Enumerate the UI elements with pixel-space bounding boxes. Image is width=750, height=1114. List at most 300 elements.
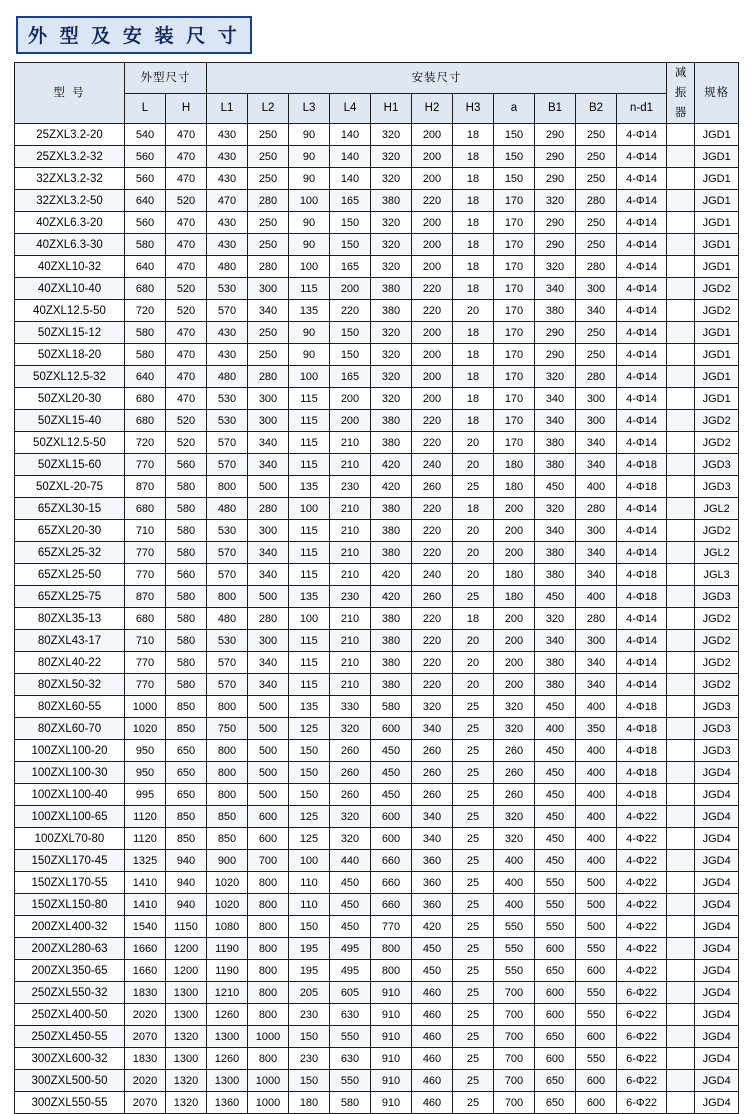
header-row-groups [15, 63, 739, 94]
cell-L1: 430 [207, 168, 248, 190]
cell-L4: 210 [330, 630, 371, 652]
cell-H2: 460 [412, 1070, 453, 1092]
cell-spec: JGL3 [695, 564, 739, 586]
cell-B1: 320 [535, 498, 576, 520]
cell-H3: 25 [453, 1048, 494, 1070]
cell-H: 580 [166, 652, 207, 674]
table-row [15, 432, 739, 454]
cell-L: 560 [125, 168, 166, 190]
cell-n-d1: 4-Φ14 [617, 388, 667, 410]
cell-a: 170 [494, 234, 535, 256]
cell-spec: JGD4 [695, 872, 739, 894]
cell-H2: 200 [412, 344, 453, 366]
table-row [15, 410, 739, 432]
cell-L: 950 [125, 740, 166, 762]
cell-H: 520 [166, 432, 207, 454]
cell-L1: 430 [207, 146, 248, 168]
cell-B2: 340 [576, 652, 617, 674]
cell-B2: 340 [576, 674, 617, 696]
table-row [15, 388, 739, 410]
cell-B2: 250 [576, 212, 617, 234]
cell-a: 170 [494, 344, 535, 366]
table-header [15, 63, 739, 124]
cell-L3: 125 [289, 806, 330, 828]
cell-H2: 420 [412, 916, 453, 938]
cell-B2: 250 [576, 322, 617, 344]
cell-damper [667, 124, 695, 146]
cell-spec: JGD2 [695, 608, 739, 630]
cell-L: 770 [125, 454, 166, 476]
cell-H3: 18 [453, 388, 494, 410]
cell-H1: 910 [371, 1004, 412, 1026]
cell-H2: 220 [412, 674, 453, 696]
cell-H2: 200 [412, 212, 453, 234]
cell-n-d1: 4-Φ22 [617, 850, 667, 872]
cell-L4: 140 [330, 168, 371, 190]
cell-L3: 115 [289, 388, 330, 410]
cell-L3: 90 [289, 234, 330, 256]
cell-B2: 280 [576, 256, 617, 278]
cell-L3: 115 [289, 674, 330, 696]
cell-damper [667, 1070, 695, 1092]
cell-a: 170 [494, 388, 535, 410]
cell-H1: 910 [371, 1092, 412, 1114]
cell-L1: 430 [207, 344, 248, 366]
cell-L: 720 [125, 300, 166, 322]
table-row [15, 630, 739, 652]
cell-n-d1: 4-Φ14 [617, 674, 667, 696]
cell-L2: 340 [248, 454, 289, 476]
cell-B1: 320 [535, 608, 576, 630]
cell-L3: 150 [289, 1070, 330, 1092]
cell-model: 32ZXL3.2-50 [15, 190, 125, 212]
cell-a: 550 [494, 938, 535, 960]
cell-L2: 340 [248, 674, 289, 696]
cell-L3: 115 [289, 278, 330, 300]
cell-n-d1: 4-Φ14 [617, 410, 667, 432]
cell-L2: 500 [248, 740, 289, 762]
cell-B2: 250 [576, 234, 617, 256]
cell-B1: 450 [535, 828, 576, 850]
cell-model: 25ZXL3.2-20 [15, 124, 125, 146]
cell-H3: 18 [453, 498, 494, 520]
cell-L3: 125 [289, 718, 330, 740]
cell-H3: 25 [453, 718, 494, 740]
cell-H1: 660 [371, 872, 412, 894]
cell-L3: 115 [289, 454, 330, 476]
cell-L2: 1000 [248, 1026, 289, 1048]
cell-n-d1: 4-Φ14 [617, 432, 667, 454]
cell-model: 50ZXL15-60 [15, 454, 125, 476]
cell-damper [667, 806, 695, 828]
cell-L1: 480 [207, 498, 248, 520]
cell-L4: 230 [330, 476, 371, 498]
cell-H: 520 [166, 410, 207, 432]
cell-L4: 150 [330, 322, 371, 344]
cell-spec: JGD2 [695, 278, 739, 300]
cell-L2: 250 [248, 212, 289, 234]
cell-H1: 600 [371, 828, 412, 850]
cell-a: 320 [494, 718, 535, 740]
table-row [15, 300, 739, 322]
cell-B1: 290 [535, 124, 576, 146]
cell-spec: JGD4 [695, 806, 739, 828]
cell-model: 250ZXL550-32 [15, 982, 125, 1004]
cell-B2: 550 [576, 938, 617, 960]
cell-damper [667, 894, 695, 916]
cell-spec: JGD4 [695, 938, 739, 960]
cell-B2: 400 [576, 784, 617, 806]
cell-H2: 220 [412, 190, 453, 212]
cell-L1: 570 [207, 652, 248, 674]
cell-L4: 450 [330, 894, 371, 916]
cell-damper [667, 454, 695, 476]
cell-H1: 450 [371, 740, 412, 762]
cell-L3: 135 [289, 586, 330, 608]
cell-damper [667, 498, 695, 520]
cell-L2: 300 [248, 278, 289, 300]
cell-L3: 125 [289, 828, 330, 850]
cell-H1: 380 [371, 652, 412, 674]
cell-n-d1: 4-Φ14 [617, 234, 667, 256]
cell-a: 320 [494, 806, 535, 828]
cell-model: 40ZXL10-40 [15, 278, 125, 300]
cell-L4: 605 [330, 982, 371, 1004]
cell-L1: 850 [207, 828, 248, 850]
cell-B2: 300 [576, 520, 617, 542]
page-title-bar [16, 16, 736, 54]
cell-H2: 460 [412, 1092, 453, 1114]
cell-L4: 210 [330, 498, 371, 520]
cell-n-d1: 4-Φ18 [617, 586, 667, 608]
cell-H2: 200 [412, 124, 453, 146]
cell-n-d1: 4-Φ18 [617, 762, 667, 784]
cell-L4: 210 [330, 652, 371, 674]
cell-H3: 25 [453, 960, 494, 982]
cell-H: 650 [166, 762, 207, 784]
header-col-B1: B1 [535, 93, 576, 124]
cell-L4: 150 [330, 344, 371, 366]
cell-damper [667, 828, 695, 850]
cell-L: 995 [125, 784, 166, 806]
cell-B2: 400 [576, 740, 617, 762]
cell-L4: 260 [330, 740, 371, 762]
cell-L2: 800 [248, 916, 289, 938]
cell-L4: 630 [330, 1048, 371, 1070]
cell-L3: 90 [289, 322, 330, 344]
cell-L2: 340 [248, 652, 289, 674]
cell-L: 680 [125, 498, 166, 520]
cell-B1: 320 [535, 190, 576, 212]
cell-damper [667, 762, 695, 784]
cell-model: 300ZXL550-55 [15, 1092, 125, 1114]
cell-model: 40ZXL12.5-50 [15, 300, 125, 322]
cell-model: 65ZXL25-50 [15, 564, 125, 586]
cell-L4: 320 [330, 806, 371, 828]
cell-B2: 280 [576, 190, 617, 212]
cell-spec: JGD2 [695, 410, 739, 432]
cell-H: 580 [166, 476, 207, 498]
cell-H1: 380 [371, 674, 412, 696]
cell-H: 850 [166, 828, 207, 850]
cell-H3: 18 [453, 344, 494, 366]
cell-L4: 550 [330, 1070, 371, 1092]
cell-H1: 320 [371, 168, 412, 190]
cell-H: 470 [166, 388, 207, 410]
cell-H3: 25 [453, 916, 494, 938]
cell-L2: 300 [248, 410, 289, 432]
cell-spec: JGD4 [695, 916, 739, 938]
cell-a: 700 [494, 1026, 535, 1048]
cell-model: 40ZXL10-32 [15, 256, 125, 278]
cell-L3: 100 [289, 498, 330, 520]
cell-H2: 220 [412, 300, 453, 322]
cell-L4: 165 [330, 190, 371, 212]
cell-L1: 1360 [207, 1092, 248, 1114]
cell-H3: 25 [453, 740, 494, 762]
cell-L4: 450 [330, 872, 371, 894]
cell-H2: 240 [412, 454, 453, 476]
cell-H2: 220 [412, 410, 453, 432]
cell-damper [667, 872, 695, 894]
cell-damper [667, 212, 695, 234]
cell-spec: JGD1 [695, 146, 739, 168]
cell-L2: 700 [248, 850, 289, 872]
cell-damper [667, 344, 695, 366]
cell-H: 1320 [166, 1092, 207, 1114]
header-damper-char-2: 振 [674, 87, 687, 99]
cell-L3: 110 [289, 894, 330, 916]
cell-model: 50ZXL12.5-50 [15, 432, 125, 454]
cell-B1: 450 [535, 762, 576, 784]
cell-H1: 320 [371, 388, 412, 410]
cell-H1: 770 [371, 916, 412, 938]
cell-L: 720 [125, 432, 166, 454]
cell-H3: 20 [453, 542, 494, 564]
cell-H1: 600 [371, 718, 412, 740]
cell-H: 520 [166, 300, 207, 322]
cell-B1: 380 [535, 454, 576, 476]
cell-L2: 800 [248, 1048, 289, 1070]
cell-H: 470 [166, 366, 207, 388]
cell-H: 470 [166, 212, 207, 234]
table-row [15, 234, 739, 256]
cell-L1: 1020 [207, 894, 248, 916]
cell-spec: JGD3 [695, 696, 739, 718]
cell-L4: 495 [330, 938, 371, 960]
cell-damper [667, 1092, 695, 1114]
cell-H3: 20 [453, 454, 494, 476]
cell-H1: 450 [371, 762, 412, 784]
cell-spec: JGD1 [695, 256, 739, 278]
table-row [15, 850, 739, 872]
header-col-L: L [125, 93, 166, 124]
cell-L: 2020 [125, 1004, 166, 1026]
cell-L: 640 [125, 366, 166, 388]
cell-spec: JGD4 [695, 828, 739, 850]
cell-L2: 300 [248, 630, 289, 652]
cell-a: 260 [494, 784, 535, 806]
cell-a: 400 [494, 850, 535, 872]
cell-spec: JGD1 [695, 322, 739, 344]
cell-a: 180 [494, 564, 535, 586]
cell-B2: 340 [576, 432, 617, 454]
cell-B1: 450 [535, 806, 576, 828]
cell-H3: 25 [453, 806, 494, 828]
header-col-H2: H2 [412, 93, 453, 124]
cell-H: 940 [166, 894, 207, 916]
cell-n-d1: 4-Φ14 [617, 168, 667, 190]
cell-H: 940 [166, 850, 207, 872]
cell-H1: 910 [371, 1026, 412, 1048]
header-col-nd1: n-d1 [617, 93, 667, 124]
cell-L2: 280 [248, 190, 289, 212]
cell-L: 770 [125, 652, 166, 674]
table-row [15, 696, 739, 718]
cell-model: 150ZXL150-80 [15, 894, 125, 916]
cell-H1: 380 [371, 630, 412, 652]
cell-model: 80ZXL50-32 [15, 674, 125, 696]
cell-L: 710 [125, 520, 166, 542]
cell-damper [667, 564, 695, 586]
table-row [15, 520, 739, 542]
cell-spec: JGD3 [695, 476, 739, 498]
cell-H1: 380 [371, 410, 412, 432]
cell-B2: 280 [576, 498, 617, 520]
cell-n-d1: 6-Φ22 [617, 982, 667, 1004]
cell-damper [667, 520, 695, 542]
cell-a: 550 [494, 916, 535, 938]
cell-a: 400 [494, 872, 535, 894]
cell-H3: 18 [453, 366, 494, 388]
cell-L4: 150 [330, 234, 371, 256]
cell-L3: 100 [289, 608, 330, 630]
cell-L2: 500 [248, 784, 289, 806]
cell-H2: 200 [412, 256, 453, 278]
cell-H2: 460 [412, 1004, 453, 1026]
cell-B2: 550 [576, 1048, 617, 1070]
cell-L2: 500 [248, 762, 289, 784]
cell-H1: 420 [371, 476, 412, 498]
cell-damper [667, 432, 695, 454]
cell-H1: 320 [371, 212, 412, 234]
cell-L1: 570 [207, 674, 248, 696]
cell-B1: 290 [535, 146, 576, 168]
cell-B2: 400 [576, 762, 617, 784]
cell-spec: JGD4 [695, 1092, 739, 1114]
cell-H1: 320 [371, 322, 412, 344]
cell-L2: 280 [248, 366, 289, 388]
cell-H: 470 [166, 146, 207, 168]
cell-damper [667, 784, 695, 806]
cell-L2: 250 [248, 234, 289, 256]
cell-L: 770 [125, 542, 166, 564]
cell-B2: 250 [576, 146, 617, 168]
cell-model: 150ZXL170-55 [15, 872, 125, 894]
cell-n-d1: 4-Φ14 [617, 322, 667, 344]
cell-B1: 600 [535, 1048, 576, 1070]
cell-L4: 580 [330, 1092, 371, 1114]
cell-H2: 200 [412, 168, 453, 190]
cell-spec: JGD1 [695, 234, 739, 256]
table-row [15, 146, 739, 168]
cell-L2: 250 [248, 168, 289, 190]
cell-H2: 460 [412, 1048, 453, 1070]
cell-L3: 90 [289, 168, 330, 190]
cell-B1: 340 [535, 630, 576, 652]
cell-B1: 400 [535, 718, 576, 740]
cell-B1: 340 [535, 388, 576, 410]
cell-H1: 380 [371, 520, 412, 542]
cell-spec: JGD4 [695, 1070, 739, 1092]
cell-L3: 150 [289, 740, 330, 762]
cell-a: 170 [494, 410, 535, 432]
cell-L3: 115 [289, 432, 330, 454]
cell-B2: 500 [576, 894, 617, 916]
cell-H2: 200 [412, 146, 453, 168]
cell-a: 170 [494, 322, 535, 344]
cell-B1: 600 [535, 982, 576, 1004]
cell-damper [667, 322, 695, 344]
cell-model: 80ZXL40-22 [15, 652, 125, 674]
cell-a: 170 [494, 256, 535, 278]
cell-H3: 25 [453, 696, 494, 718]
cell-L2: 800 [248, 960, 289, 982]
cell-model: 40ZXL6.3-20 [15, 212, 125, 234]
cell-damper [667, 740, 695, 762]
cell-a: 170 [494, 432, 535, 454]
cell-n-d1: 4-Φ22 [617, 828, 667, 850]
cell-L3: 100 [289, 366, 330, 388]
cell-L4: 140 [330, 146, 371, 168]
cell-L: 680 [125, 410, 166, 432]
cell-spec: JGD3 [695, 586, 739, 608]
cell-B2: 500 [576, 872, 617, 894]
cell-H1: 380 [371, 190, 412, 212]
cell-H3: 18 [453, 124, 494, 146]
cell-L2: 300 [248, 388, 289, 410]
cell-a: 700 [494, 982, 535, 1004]
cell-L2: 800 [248, 872, 289, 894]
cell-a: 400 [494, 894, 535, 916]
cell-B2: 250 [576, 344, 617, 366]
cell-B1: 290 [535, 212, 576, 234]
cell-damper [667, 476, 695, 498]
cell-model: 250ZXL450-55 [15, 1026, 125, 1048]
cell-L3: 90 [289, 344, 330, 366]
cell-damper [667, 630, 695, 652]
cell-H2: 200 [412, 322, 453, 344]
cell-damper [667, 608, 695, 630]
cell-model: 150ZXL170-45 [15, 850, 125, 872]
cell-n-d1: 4-Φ14 [617, 146, 667, 168]
cell-spec: JGD1 [695, 212, 739, 234]
cell-L4: 320 [330, 718, 371, 740]
cell-L: 1120 [125, 828, 166, 850]
cell-L2: 340 [248, 432, 289, 454]
cell-a: 200 [494, 630, 535, 652]
cell-L2: 500 [248, 476, 289, 498]
table-row [15, 1026, 739, 1048]
cell-L4: 260 [330, 784, 371, 806]
cell-H2: 260 [412, 476, 453, 498]
cell-B1: 340 [535, 410, 576, 432]
cell-L3: 195 [289, 960, 330, 982]
cell-H1: 660 [371, 850, 412, 872]
cell-L: 680 [125, 608, 166, 630]
cell-H2: 260 [412, 586, 453, 608]
cell-a: 700 [494, 1092, 535, 1114]
